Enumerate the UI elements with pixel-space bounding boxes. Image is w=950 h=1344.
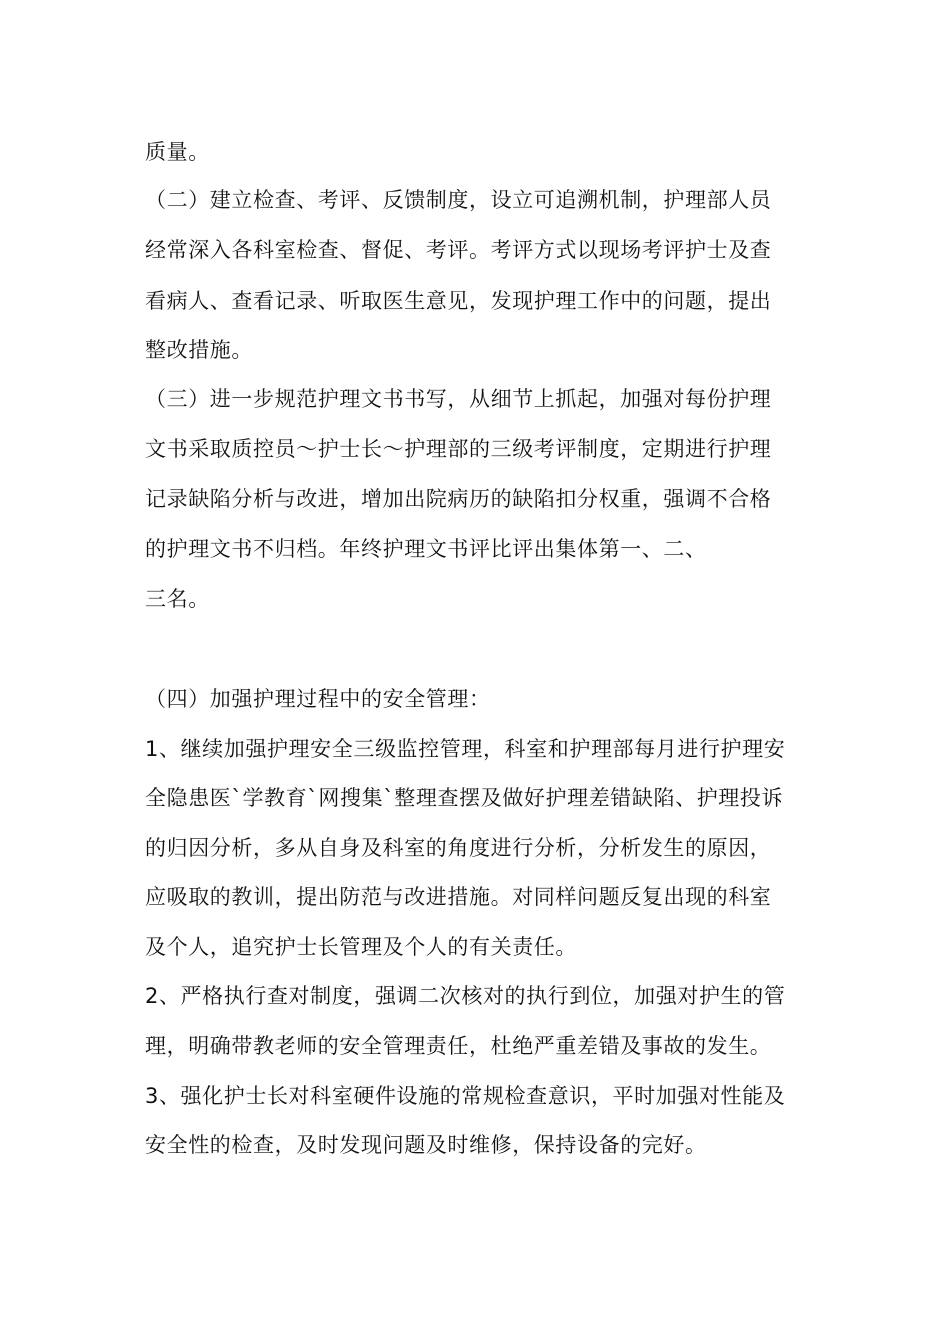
text-line: 及个人，追究护士长管理及个人的有关责任。 [145, 935, 577, 959]
text-line: 3、强化护士长对科室硬件设施的常规检查意识，平时加强对性能及 [145, 1084, 786, 1108]
text-line: 安全性的检查，及时发现问题及时维修，保持设备的完好。 [145, 1133, 707, 1157]
text-line: 记录缺陷分析与改进，增加出院病历的缺陷扣分权重，强调不合格 [145, 487, 772, 511]
text-line: 的归因分析，多从自身及科室的角度进行分析，分析发生的原因， [145, 836, 772, 860]
section-heading: （四）加强护理过程中的安全管理： [145, 687, 491, 711]
text-line: 2、严格执行查对制度，强调二次核对的执行到位，加强对护生的管 [145, 984, 786, 1008]
text-line: 理，明确带教老师的安全管理责任，杜绝严重差错及事故的发生。 [145, 1034, 772, 1058]
text-line: 质量。 [145, 140, 210, 164]
text-line: 看病人、查看记录、听取医生意见，发现护理工作中的问题，提出 [145, 289, 772, 313]
text-line: 的护理文书不归档。年终护理文书评比评出集体第一、二、 [145, 537, 707, 561]
text-line: 整改措施。 [145, 338, 253, 362]
text-line: （二）建立检查、考评、反馈制度，设立可追溯机制，护理部人员 [145, 188, 772, 212]
text-line: 1、继续加强护理安全三级监控管理，科室和护理部每月进行护理安 [145, 737, 786, 761]
text-line: 全隐患医`学教育`网搜集`整理查摆及做好护理差错缺陷、护理投诉 [145, 786, 784, 810]
text-line: 文书采取质控员～护士长～护理部的三级考评制度，定期进行护理 [145, 437, 772, 461]
text-line: 三名。 [145, 587, 210, 611]
text-line: （三）进一步规范护理文书书写，从细节上抓起，加强对每份护理 [145, 387, 772, 411]
text-line: 经常深入各科室检查、督促、考评。考评方式以现场考评护士及查 [145, 238, 772, 262]
text-line: 应吸取的教训，提出防范与改进措施。对同样问题反复出现的科室 [145, 885, 772, 909]
